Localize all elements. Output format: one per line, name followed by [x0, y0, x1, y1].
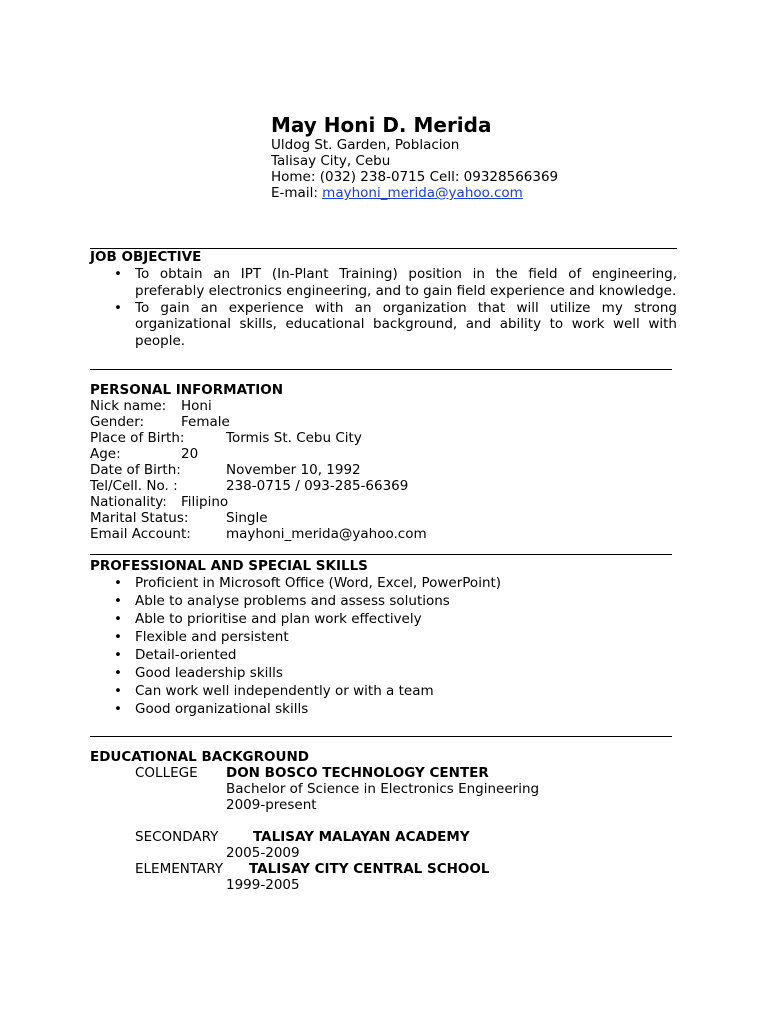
list-item: • Can work well independently or with a team	[114, 683, 434, 699]
list-item: • To gain an experience with an organization that will utilize my strong organizational skills, educational background, and ability to work well with people.	[114, 299, 677, 350]
bullet-icon: •	[114, 665, 122, 681]
address-line-2: Talisay City, Cebu	[271, 153, 391, 169]
bullet-icon: •	[114, 701, 122, 717]
skills-list	[90, 574, 501, 718]
education-level: ELEMENTARY	[135, 861, 224, 877]
college-degree: Bachelor of Science in Electronics Engineering	[226, 781, 540, 797]
bullet-icon: •	[114, 647, 122, 663]
section-title-job-objective: JOB OBJECTIVE	[90, 249, 202, 265]
personal-label: Date of Birth:	[90, 462, 181, 478]
personal-label: Nationality:	[90, 494, 167, 510]
bullet-icon: •	[114, 299, 122, 316]
phone-numbers: Home: (032) 238-0715 Cell: 09328566369	[271, 169, 559, 185]
elementary-years: 1999-2005	[226, 877, 300, 893]
list-item: • Good organizational skills	[114, 701, 309, 717]
personal-label: Marital Status:	[90, 510, 189, 526]
section-title-education: EDUCATIONAL BACKGROUND	[90, 749, 309, 765]
elementary-school: TALISAY CITY CENTRAL SCHOOL	[249, 861, 490, 877]
personal-label: Tel/Cell. No. :	[90, 478, 178, 494]
section-title-skills: PROFESSIONAL AND SPECIAL SKILLS	[90, 558, 368, 574]
divider	[90, 369, 672, 370]
bullet-icon: •	[114, 611, 122, 627]
personal-label: Nick name:	[90, 398, 167, 414]
education-level: COLLEGE	[135, 765, 198, 781]
personal-label: Gender:	[90, 414, 145, 430]
personal-value: Filipino	[181, 494, 229, 510]
list-item: • Detail-oriented	[114, 647, 237, 663]
bullet-icon: •	[114, 683, 122, 699]
list-item: • Able to analyse problems and assess solutions	[114, 593, 450, 609]
bullet-icon: •	[114, 593, 122, 609]
secondary-years: 2005-2009	[226, 845, 300, 861]
secondary-school: TALISAY MALAYAN ACADEMY	[253, 829, 470, 845]
personal-value: Tormis St. Cebu City	[226, 430, 362, 446]
personal-value: mayhoni_merida@yahoo.com	[226, 526, 427, 542]
applicant-name: May Honi D. Merida	[271, 113, 492, 137]
bullet-icon: •	[114, 266, 122, 282]
personal-value: 238-0715 / 093-285-66369	[226, 478, 409, 494]
address-line-1: Uldog St. Garden, Poblacion	[271, 137, 460, 153]
personal-label: Email Account:	[90, 526, 191, 542]
personal-label: Place of Birth:	[90, 430, 185, 446]
personal-value: Female	[181, 414, 230, 430]
list-item: • Proficient in Microsoft Office (Word, Excel, PowerPoint)	[114, 575, 502, 591]
list-item: • Good leadership skills	[114, 665, 283, 681]
list-item: • Able to prioritise and plan work effectively	[114, 611, 422, 627]
bullet-icon: •	[114, 629, 122, 645]
contact-block	[271, 137, 558, 201]
section-title-personal-information: PERSONAL INFORMATION	[90, 382, 284, 398]
email-label: E-mail:	[271, 185, 323, 201]
personal-value: 20	[181, 446, 199, 462]
email-link[interactable]: mayhoni_merida@yahoo.com	[322, 185, 523, 201]
list-item: • To obtain an IPT (In-Plant Training) position in the field of engineering, preferably electronics engineering, and to gain field experience and knowledge.	[114, 266, 677, 299]
list-item: • Flexible and persistent	[114, 629, 289, 645]
divider	[90, 736, 672, 737]
personal-value: November 10, 1992	[226, 462, 361, 478]
education-level: SECONDARY	[135, 829, 219, 845]
email-line	[271, 185, 558, 201]
college-years: 2009-present	[226, 797, 317, 813]
personal-value: Single	[226, 510, 268, 526]
personal-value: Honi	[181, 398, 212, 414]
divider	[90, 554, 672, 555]
personal-label: Age:	[90, 446, 121, 462]
college-school: DON BOSCO TECHNOLOGY CENTER	[226, 765, 489, 781]
objective-list	[90, 266, 677, 350]
bullet-icon: •	[114, 575, 122, 591]
